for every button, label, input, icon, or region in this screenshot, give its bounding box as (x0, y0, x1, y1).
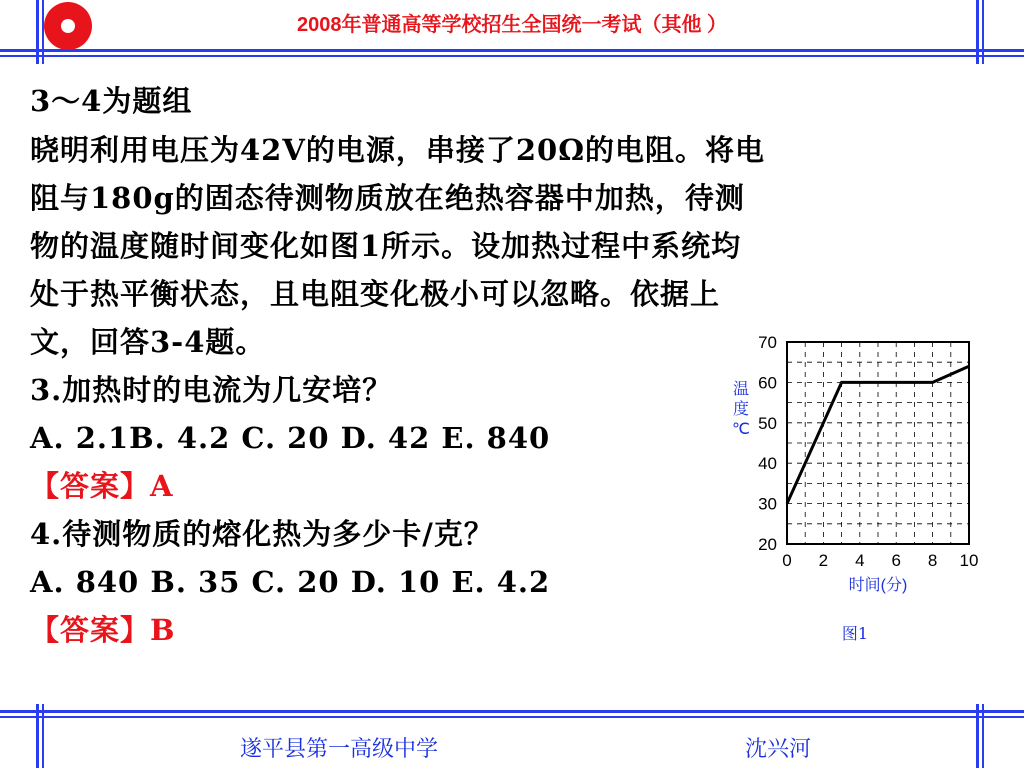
x-tick-label: 8 (927, 551, 938, 570)
top-border (0, 49, 1024, 52)
top-border-inner (0, 55, 1024, 57)
text-line-2: 阻与180g的固态待测物质放在绝热容器中加热，待测 (30, 181, 745, 215)
question-4: 4.待测物质的熔化热为多少卡/克？ (30, 517, 494, 551)
x-tick-label: 10 (959, 551, 979, 570)
footer-author: 沈兴河 (745, 737, 812, 762)
y-tick-label: 70 (758, 333, 777, 352)
right-rule-3 (976, 704, 979, 768)
x-tick-label: 2 (818, 551, 829, 570)
y-axis-label: 温度℃ (732, 381, 750, 438)
y-tick-label: 60 (758, 373, 777, 393)
x-tick-label: 6 (891, 551, 901, 570)
answer-3-bracket: 【答案】 (30, 469, 151, 503)
question-4-options: A. 840 B. 35 C. 20 D. 10 E. 4.2 (30, 565, 551, 599)
text-line-1: 晓明利用电压为42V的电源，串接了20Ω的电阻。将电 (30, 133, 766, 167)
left-rule-4 (42, 704, 44, 768)
x-tick-label: 0 (782, 551, 792, 570)
text-line-4: 处于热平衡状态，且电阻变化极小可以忽略。依据上 (30, 277, 721, 311)
left-rule-3 (36, 704, 39, 768)
bottom-border-inner (0, 716, 1024, 718)
x-axis-label: 时间(分) (848, 577, 908, 594)
footer-school: 遂平县第一高级中学 (240, 737, 439, 762)
answer-4-bracket: 【答案】 (30, 613, 151, 647)
bottom-border (0, 710, 1024, 713)
answer-3-value: A (150, 469, 174, 503)
answer-4-value: B (150, 613, 176, 647)
y-tick-label: 40 (758, 454, 777, 474)
y-tick-label: 50 (758, 413, 777, 433)
y-tick-label: 20 (758, 535, 777, 554)
figure-caption: 图1 (841, 624, 869, 643)
question-3-options: A. 2.1B. 4.2 C. 20 D. 42 E. 840 (30, 421, 551, 455)
y-tick-label: 30 (758, 494, 777, 514)
x-tick-label: 4 (855, 551, 865, 570)
right-rule-4 (982, 704, 984, 768)
text-line-5: 文，回答3-4题。 (30, 325, 266, 359)
header-title: 2008年普通高等学校招生全国统一考试（其他 ） (296, 14, 728, 36)
topic-line: 3～4为题组 (30, 84, 193, 118)
temperature-chart (720, 328, 980, 608)
text-line-3: 物的温度随时间变化如图1所示。设加热过程中系统均 (30, 229, 742, 263)
question-3: 3.加热时的电流为几安培？ (30, 373, 393, 407)
